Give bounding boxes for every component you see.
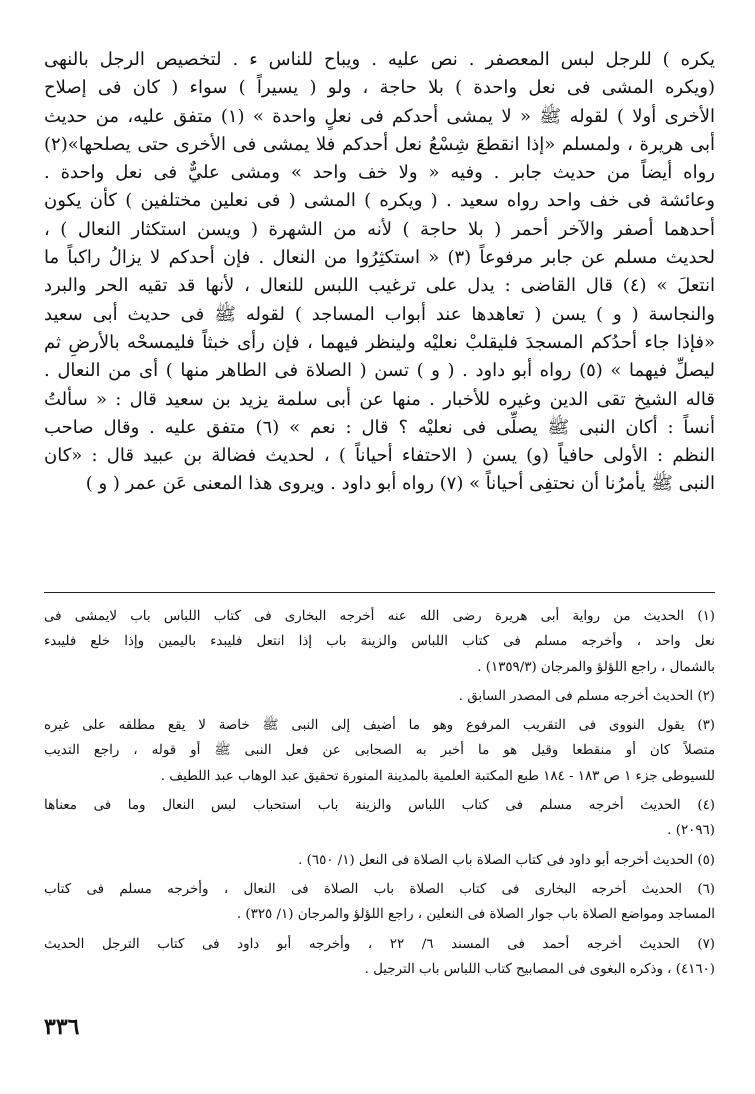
text-line: ليصلِّ فيهما » (٥) رواه أبو داود . ( و ) تسن ( الصلاة فى الطاهر منها ) أى من النعال .: [44, 360, 715, 382]
footnote-line: (٦) الحديث أخرجه البخارى فى كتاب الصلاة باب الصلاة فى النعال ، وأخرجه مسلم فى كتاب: [44, 881, 715, 897]
footnote-line: (٧) الحديث أخرجه أحمد فى المسند ٦/ ٢٢ ، وأخرجه أبو داود فى كتاب الترجل الحديث: [44, 936, 715, 952]
footnote-line: نعل واحد ، وأخرجه مسلم فى كتاب اللباس والزينة باب إذا انتعل فليبدء باليمين وإذا خلع فليبدء: [44, 634, 715, 650]
text-line: النظم : الأولى حافياً (و) يسن ( الاحتفاء أحياناً ) ، لحديث فضالة بن عبيد قال : «كان: [44, 445, 715, 467]
text-line: والنجاسة ( و ) يسن ( تعاهدها عند أبواب المساجد ) لقوله ﷺ فى حديث أبى سعيد: [44, 303, 715, 325]
footnotes: [44, 604, 715, 986]
text-line: أنساً : أكان النبى ﷺ يصلِّى فى نعليْه ؟ قال : نعم » (٦) متفق عليه . وقال صاحب: [44, 416, 715, 438]
footnote-line: (٤) الحديث أخرجه مسلم فى كتاب اللباس والزينة باب استحباب لبس النعال وما فى معناها: [44, 798, 715, 814]
footnote-line: متصلاً كان أو منقطعا وقيل هو ما أخبر به الصحابى عن فعل النبى ﷺ أو قوله ، راجع التديب: [44, 743, 715, 759]
footnote-1: [44, 604, 715, 680]
footnote-line: بالشمال ، راجع اللؤلؤ والمرجان (١٣٥٩/٣) .: [477, 659, 715, 675]
footnote-separator: [44, 592, 715, 593]
text-line: وعائشة فى خف واحد رواه سعيد . ( ويكره ) المشى ( فى نعلين مختلفين ) كأن يكون: [44, 190, 715, 212]
text-line: انتعلَ » (٤) قال القاضى : يدل على ترغيب اللبس للنعال ، لأنها قد تقيه الحر والبرد: [44, 275, 715, 297]
footnote-line: للسيوطى جزء ١ ص ١٨٣ - ١٨٤ طبع المكتبة العلمية بالمدينة المنورة تحقيق عبد الوهاب عبد اللطيف .: [160, 768, 715, 784]
text-line: لحديث مسلم عن جابر مرفوعاً (٣) « استكثِرُوا من النعال . فإن أحدكم لا يزالُ راكباً ما: [44, 247, 715, 269]
footnote-line: (٥) الحديث أخرجه أبو داود فى كتاب الصلاة باب الصلاة فى النعل (١/ ٦٥٠) .: [298, 852, 715, 868]
footnote-3: [44, 713, 715, 789]
text-line: «فإذا جاء أحدُكم المسجدَ فليقلبْ نعليْه ولينظر فيهما ، فإن رأى خبثاً فليمسحْه بالأرضِ ثم: [44, 331, 715, 353]
footnote-5: [44, 848, 715, 873]
text-line: أحدهما أصفر والآخر أحمر ( بلا حاجة ) لأنه من الشهرة ( ويسن استكثار النعال ) ،: [44, 218, 715, 240]
footnote-line: المساجد ومواضع الصلاة باب جوار الصلاة فى النعلين ، راجع اللؤلؤ والمرجان (١/ ٣٢٥) .: [236, 907, 715, 923]
footnote-line: (٢) الحديث أخرجه مسلم فى المصدر السابق .: [458, 688, 715, 704]
text-line: رواه أيضاً من حديث جابر . وفيه « ولا خف واحد » ومشى عليٌّ فى نعل واحدة .: [44, 162, 715, 184]
footnote-line: (٤١٦٠) ، وذكره البغوى فى المصابيح كتاب اللباس باب الترجيل .: [364, 961, 715, 977]
text-line: (ويكره المشى فى نعل واحدة ) بلا حاجة ، ولو ( يسيراً ) سواء ( كان فى إصلاح: [44, 77, 715, 99]
footnote-2: [44, 684, 715, 709]
text-line: النبى ﷺ يأمرُنا أن نحتفِى أحياناً » (٧) رواه أبو داود . ويروى هذا المعنى عَن عمر ( و ): [85, 473, 715, 495]
footnote-line: (٣) يقول النووى فى التقريب المرفوع وهو ما أضيف إلى النبى ﷺ خاصة لا يقع مطلقه على غيره: [44, 718, 715, 734]
text-line: أبى هريرة ، ولمسلم «إذا انقطعَ شِسْعُ نعل أحدكم فلا يمشى فى الأخرى حتى يصلحها»(٢): [44, 133, 715, 155]
footnote-line: (٢٠٩٦) .: [667, 823, 715, 839]
text-line: يكره ) للرجل لبس المعصفر . نص عليه . ويباح للناس ء . لتخصيص الرجل بالنهى: [44, 49, 715, 70]
footnote-4: [44, 793, 715, 844]
page-number: ٣٣٦: [44, 1014, 80, 1040]
footnote-line: (١) الحديث من رواية أبى هريرة رضى الله عنه أخرجه البخارى فى كتاب اللباس باب لايمشى فى: [44, 609, 715, 624]
footnote-6: [44, 877, 715, 928]
text-line: الأخرى أولا ) لقوله ﷺ « لا يمشى أحدكم فى نعلٍ واحدة » (١) متفق عليه، من حديث: [44, 105, 716, 127]
footnote-7: [44, 932, 715, 983]
text-line: قاله الشيخ تقى الدين وغيره للأخبار . منها عن أبى سلمة يزيد بن سعيد قال : « سألتُ: [44, 388, 715, 410]
main-text: [44, 46, 715, 499]
